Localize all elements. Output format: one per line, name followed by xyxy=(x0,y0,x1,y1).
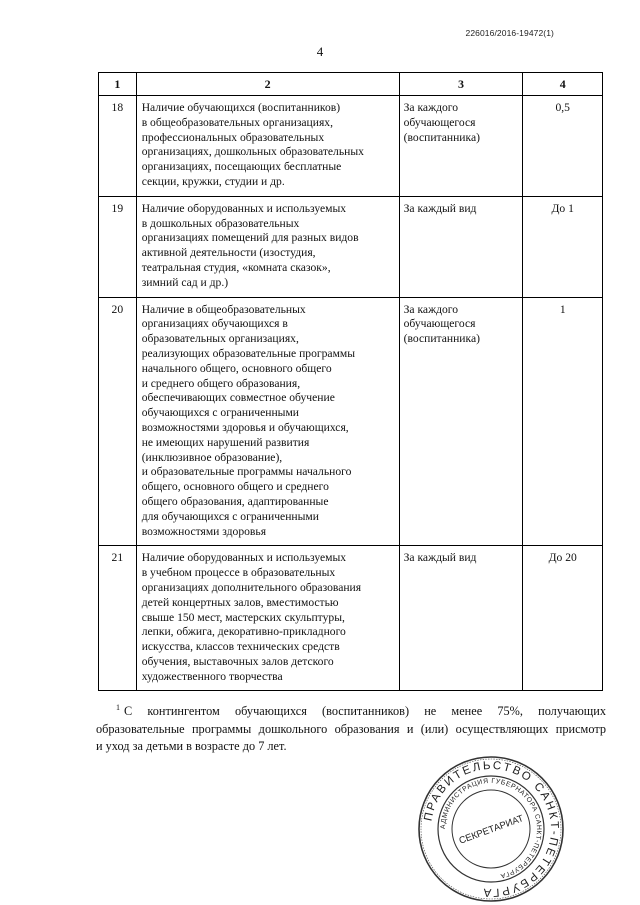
footnote-text: С контингентом обучающихся (воспитанников) не менее 75%, получающих xyxy=(124,704,606,719)
column-header: 3 xyxy=(399,73,523,96)
description-line: организациях обучающихся в xyxy=(141,317,288,331)
description-line: зимний сад и др.) xyxy=(141,275,229,289)
unit-line: обучающегося xyxy=(403,115,476,129)
description-line: в дошкольных образовательных xyxy=(141,216,300,230)
criteria-table xyxy=(98,72,603,691)
description-line: и среднего общего образования, xyxy=(141,376,301,390)
description-line: Наличие оборудованных и используемых xyxy=(141,551,347,565)
row-description xyxy=(136,297,399,546)
row-description xyxy=(136,546,399,691)
description-line: для обучающихся с ограниченными xyxy=(141,509,319,523)
row-number: 19 xyxy=(99,196,137,297)
row-value: 0,5 xyxy=(523,96,603,197)
row-unit xyxy=(399,297,523,546)
row-description xyxy=(136,96,399,197)
description-line: искусства, классов технических средств xyxy=(141,640,340,654)
description-line: Наличие обучающихся (воспитанников) xyxy=(141,101,341,114)
description-line: обучения, выставочных залов детского xyxy=(141,654,334,668)
unit-line: За каждого xyxy=(403,302,459,316)
unit-line: обучающегося xyxy=(403,317,476,331)
description-line: не имеющих нарушений развития xyxy=(141,435,310,449)
row-unit xyxy=(399,96,523,197)
description-line: детей концертных залов, вместимостью xyxy=(141,595,339,609)
description-line: Наличие оборудованных и используемых xyxy=(141,201,347,215)
column-header: 1 xyxy=(99,73,137,96)
table-row xyxy=(99,546,603,691)
unit-line: За каждого xyxy=(403,101,459,114)
description-line: и образовательные программы начального xyxy=(141,465,352,479)
page-number: 4 xyxy=(316,44,324,59)
official-seal-stamp xyxy=(416,754,566,904)
unit-line: За каждый вид xyxy=(403,551,477,565)
table-row xyxy=(99,96,603,197)
description-line: в общеобразовательных организациях, xyxy=(141,115,333,129)
description-line: профессиональных образовательных xyxy=(141,130,325,144)
description-line: начального общего, основного общего xyxy=(141,361,332,375)
description-line: общего, основного общего и среднего xyxy=(141,480,329,494)
row-value: 1 xyxy=(523,297,603,546)
description-line: художественного творчества xyxy=(141,669,283,683)
description-line: лепки, обжига, декоративно-прикладного xyxy=(141,625,346,639)
footnote-line: и уход за детьми в возрасте до 7 лет. xyxy=(96,739,287,754)
footnote xyxy=(96,699,606,756)
description-line: организациях, дошкольных образовательных xyxy=(141,145,364,159)
stamp-outer-text: ПРАВИТЕЛЬСТВО САНКТ-ПЕТЕРБУРГА xyxy=(422,759,561,899)
description-line: возможностями здоровья и обучающихся, xyxy=(141,420,349,434)
description-line: (инклюзивное образование), xyxy=(141,450,283,464)
row-number: 21 xyxy=(99,546,137,691)
footnote-mark: 1 xyxy=(116,703,120,712)
row-description xyxy=(136,196,399,297)
unit-line: (воспитанника) xyxy=(403,332,480,346)
description-line: в учебном процессе в образовательных xyxy=(141,566,336,580)
description-line: общего образования, адаптированные xyxy=(141,494,329,508)
document-id: 226016/2016-19472(1) xyxy=(465,28,554,38)
column-header: 2 xyxy=(136,73,399,96)
description-line: организациях дополнительного образования xyxy=(141,580,362,594)
table-row xyxy=(99,297,603,546)
column-header: 4 xyxy=(523,73,603,96)
unit-line: За каждый вид xyxy=(403,201,477,215)
description-line: организациях помещений для разных видов xyxy=(141,231,359,245)
description-line: возможностями здоровья xyxy=(141,524,267,538)
description-line: Наличие в общеобразовательных xyxy=(141,302,306,316)
row-number: 18 xyxy=(99,96,137,197)
description-line: реализующих образовательные программы xyxy=(141,346,356,360)
table-row xyxy=(99,196,603,297)
row-value: До 1 xyxy=(523,196,603,297)
row-number: 20 xyxy=(99,297,137,546)
footnote-line xyxy=(96,699,606,721)
footnote-line: образовательные программы дошкольного образования и (или) осуществляющих присмотр xyxy=(96,721,606,736)
description-line: активной деятельности (изостудия, xyxy=(141,246,316,260)
unit-line: (воспитанника) xyxy=(403,130,480,144)
description-line: обеспечивающих совместное обучение xyxy=(141,391,335,405)
description-line: организациях, посещающих бесплатные xyxy=(141,160,342,174)
stamp-inner-text: АДМИНИСТРАЦИЯ ГУБЕРНАТОРА САНКТ-ПЕТЕРБУРГА xyxy=(439,777,543,880)
description-line: обучающихся с ограниченными xyxy=(141,406,300,420)
description-line: секции, кружки, студии и др. xyxy=(141,174,285,188)
row-value: До 20 xyxy=(523,546,603,691)
description-line: театральная студия, «комната сказок», xyxy=(141,260,331,274)
row-unit xyxy=(399,546,523,691)
table-header-row xyxy=(99,73,603,96)
description-line: свыше 150 мест, мастерских скульптуры, xyxy=(141,610,345,624)
row-unit xyxy=(399,196,523,297)
stamp-center-text: СЕКРЕТАРИАТ xyxy=(457,813,526,847)
description-line: образовательных организациях, xyxy=(141,332,299,346)
